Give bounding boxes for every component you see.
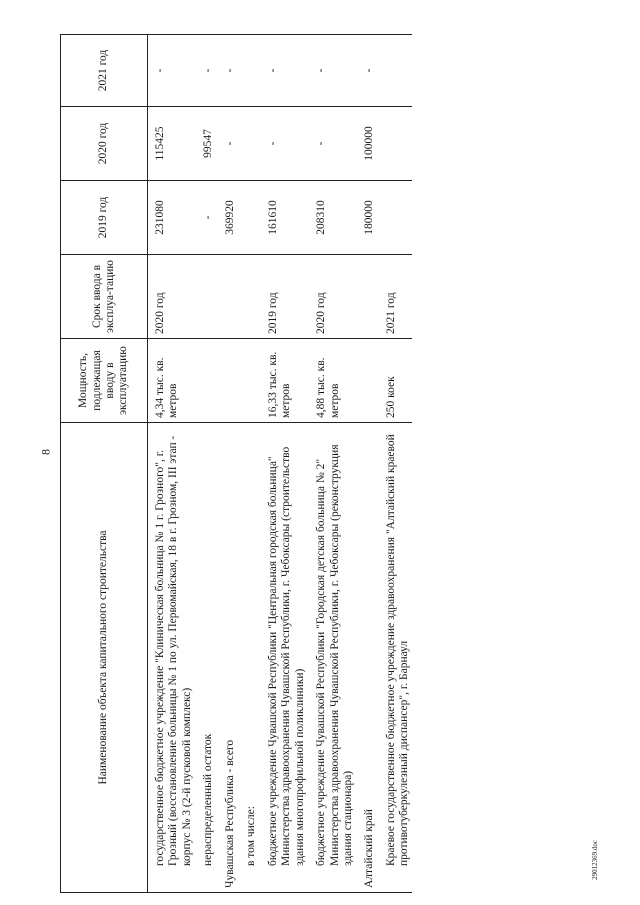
row-term: 2020 год	[148, 255, 203, 339]
row-2020: 115425	[148, 107, 203, 181]
row-term: 2020 год	[315, 255, 363, 339]
header-2021: 2021 год	[61, 35, 148, 107]
row-2019: 161610	[267, 181, 315, 255]
row-2019: 369920	[224, 181, 245, 255]
row-2021: -	[363, 35, 384, 107]
row-2020: -	[267, 107, 315, 181]
row-term	[363, 255, 384, 339]
header-2019: 2019 год	[61, 181, 148, 255]
row-2021: -	[202, 35, 223, 107]
header-object-name: Наименование объекта капитального строительства	[61, 423, 148, 893]
table-row	[267, 35, 315, 893]
document-code: 29012369.doc	[591, 840, 599, 880]
row-capacity: 4,34 тыс. кв. метров	[148, 339, 203, 423]
row-capacity: 4,88 тыс. кв. метров	[315, 339, 363, 423]
row-2021: -	[315, 35, 363, 107]
row-name: Алтайский край	[363, 423, 384, 893]
row-2021	[245, 35, 266, 107]
row-2020	[385, 107, 412, 181]
table-row	[385, 35, 412, 893]
row-2019: 180000	[363, 181, 384, 255]
row-2020: 100000	[363, 107, 384, 181]
row-capacity	[245, 339, 266, 423]
row-2019	[385, 181, 412, 255]
row-2019: -	[202, 181, 223, 255]
table-row	[245, 35, 266, 893]
row-name: бюджетное учреждение Чувашской Республики "Городская детская больница № 2" Министерства здравоохранения Чувашской Республики, г. Чебоксары (реконструкция здания стационара)	[315, 423, 363, 893]
row-term	[224, 255, 245, 339]
header-2020: 2020 год	[61, 107, 148, 181]
row-2019: 208310	[315, 181, 363, 255]
row-term	[245, 255, 266, 339]
row-name: в том числе:	[245, 423, 266, 893]
row-2020: 99547	[202, 107, 223, 181]
row-capacity	[202, 339, 223, 423]
table-row	[224, 35, 245, 893]
capital-construction-table	[60, 34, 412, 893]
row-term: 2021 год	[385, 255, 412, 339]
row-term	[202, 255, 223, 339]
page-number: 8	[38, 449, 53, 455]
header-commissioning-term: Срок ввода в эксплуа-тацию	[61, 255, 148, 339]
table-header-row	[61, 35, 148, 893]
row-2021: -	[148, 35, 203, 107]
row-capacity	[224, 339, 245, 423]
table-row	[202, 35, 223, 893]
row-2020	[245, 107, 266, 181]
row-2019	[245, 181, 266, 255]
row-capacity: 250 коек	[385, 339, 412, 423]
row-capacity	[363, 339, 384, 423]
row-name: Краевое государственное бюджетное учреждение здравоохранения "Алтайский краевой противотуберкулезный диспансер", г. Барнаул	[385, 423, 412, 893]
row-name: государственное бюджетное учреждение "Клиническая больница № 1 г. Грозного", г. Грозный (восстановление больницы № 1 по ул. Первомайская, 18 в г. Грозном, III этап - корпус № 3 (2-й пусковой комплекс)	[148, 423, 203, 893]
table-row	[148, 35, 203, 893]
row-2020: -	[224, 107, 245, 181]
capital-construction-table-wrapper	[60, 35, 580, 893]
table-row	[315, 35, 363, 893]
row-name: нераспределенный остаток	[202, 423, 223, 893]
row-name: Чувашская Республика - всего	[224, 423, 245, 893]
row-name: бюджетное учреждение Чувашской Республики "Центральная городская больница" Министерства здравоохранения Чувашской Республики, г. Чебоксары (строительство здания многопрофильной поликлиники)	[267, 423, 315, 893]
row-2020: -	[315, 107, 363, 181]
row-2021: -	[267, 35, 315, 107]
table-row	[363, 35, 384, 893]
row-capacity: 16,33 тыс. кв. метров	[267, 339, 315, 423]
row-2021	[385, 35, 412, 107]
header-capacity: Мощность, подлежащая вводу в эксплуатацию	[61, 339, 148, 423]
row-2019: 231080	[148, 181, 203, 255]
row-term: 2019 год	[267, 255, 315, 339]
row-2021: -	[224, 35, 245, 107]
